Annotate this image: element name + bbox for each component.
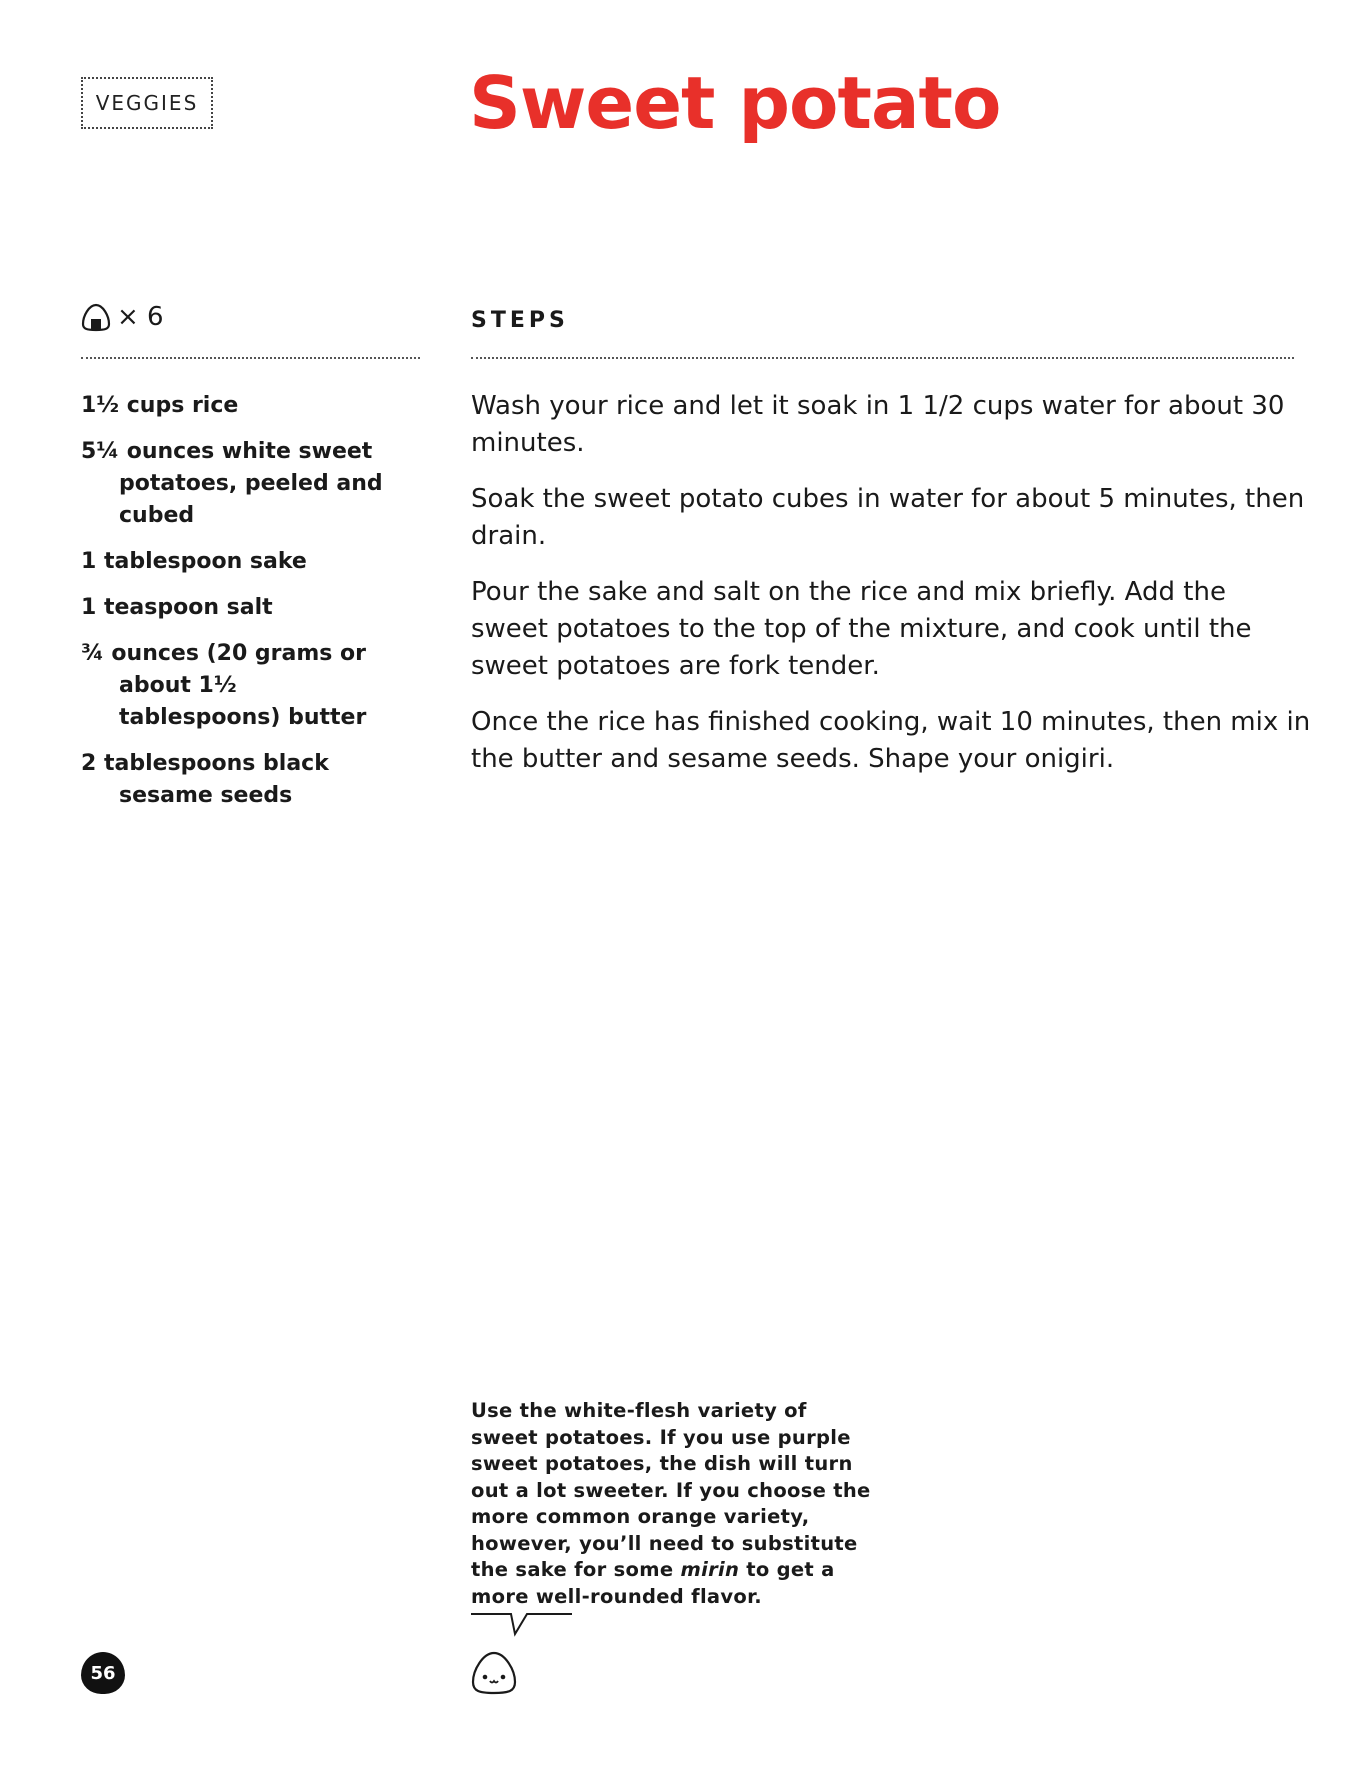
page-number: 56: [81, 1652, 125, 1694]
divider: [81, 357, 420, 359]
ingredient-item: 5¼ ounces white sweet potatoes, peeled and cubed: [81, 439, 383, 528]
tip-note: [471, 1398, 871, 1610]
steps-heading: STEPS: [471, 308, 569, 333]
steps-list: [471, 388, 1311, 797]
tip-text: to get a more well-rounded flavor.: [471, 1558, 835, 1608]
ingredient-item: ¾ ounces (20 grams or about 1½ tablespoons) butter: [81, 641, 367, 730]
tip-text: Use the white-flesh variety of sweet potatoes. If you use purple sweet potatoes, the dish will turn out a lot sweeter. If you choose the more common orange variety, however, you’ll need to substitute the sake for some: [471, 1399, 871, 1581]
step-item: Pour the sake and salt on the rice and mix briefly. Add the sweet potatoes to the top of the mixture, and cook until the sweet potatoes are fork tender.: [471, 577, 1252, 681]
onigiri-icon: [81, 302, 111, 332]
step-item: Once the rice has finished cooking, wait 10 minutes, then mix in the butter and sesame seeds. Shape your onigiri.: [471, 707, 1311, 774]
ingredient-item: 1 tablespoon sake: [81, 549, 307, 574]
speech-bubble-tail: [471, 1612, 573, 1638]
tip-emphasis: mirin: [680, 1558, 740, 1581]
onigiri-face-icon: [471, 1650, 517, 1696]
divider: [471, 357, 1294, 359]
ingredient-item: 1½ cups rice: [81, 393, 239, 418]
section-tag: VEGGIES: [81, 77, 213, 129]
ingredient-item: 2 tablespoons black sesame seeds: [81, 751, 329, 808]
page-title: Sweet potato: [469, 61, 1001, 145]
yield: [81, 302, 164, 332]
step-item: Wash your rice and let it soak in 1 1/2 cups water for about 30 minutes.: [471, 391, 1285, 458]
ingredients-list: [81, 390, 401, 826]
ingredient-item: 1 teaspoon salt: [81, 595, 273, 620]
yield-count: × 6: [117, 302, 164, 332]
step-item: Soak the sweet potato cubes in water for about 5 minutes, then drain.: [471, 484, 1305, 551]
